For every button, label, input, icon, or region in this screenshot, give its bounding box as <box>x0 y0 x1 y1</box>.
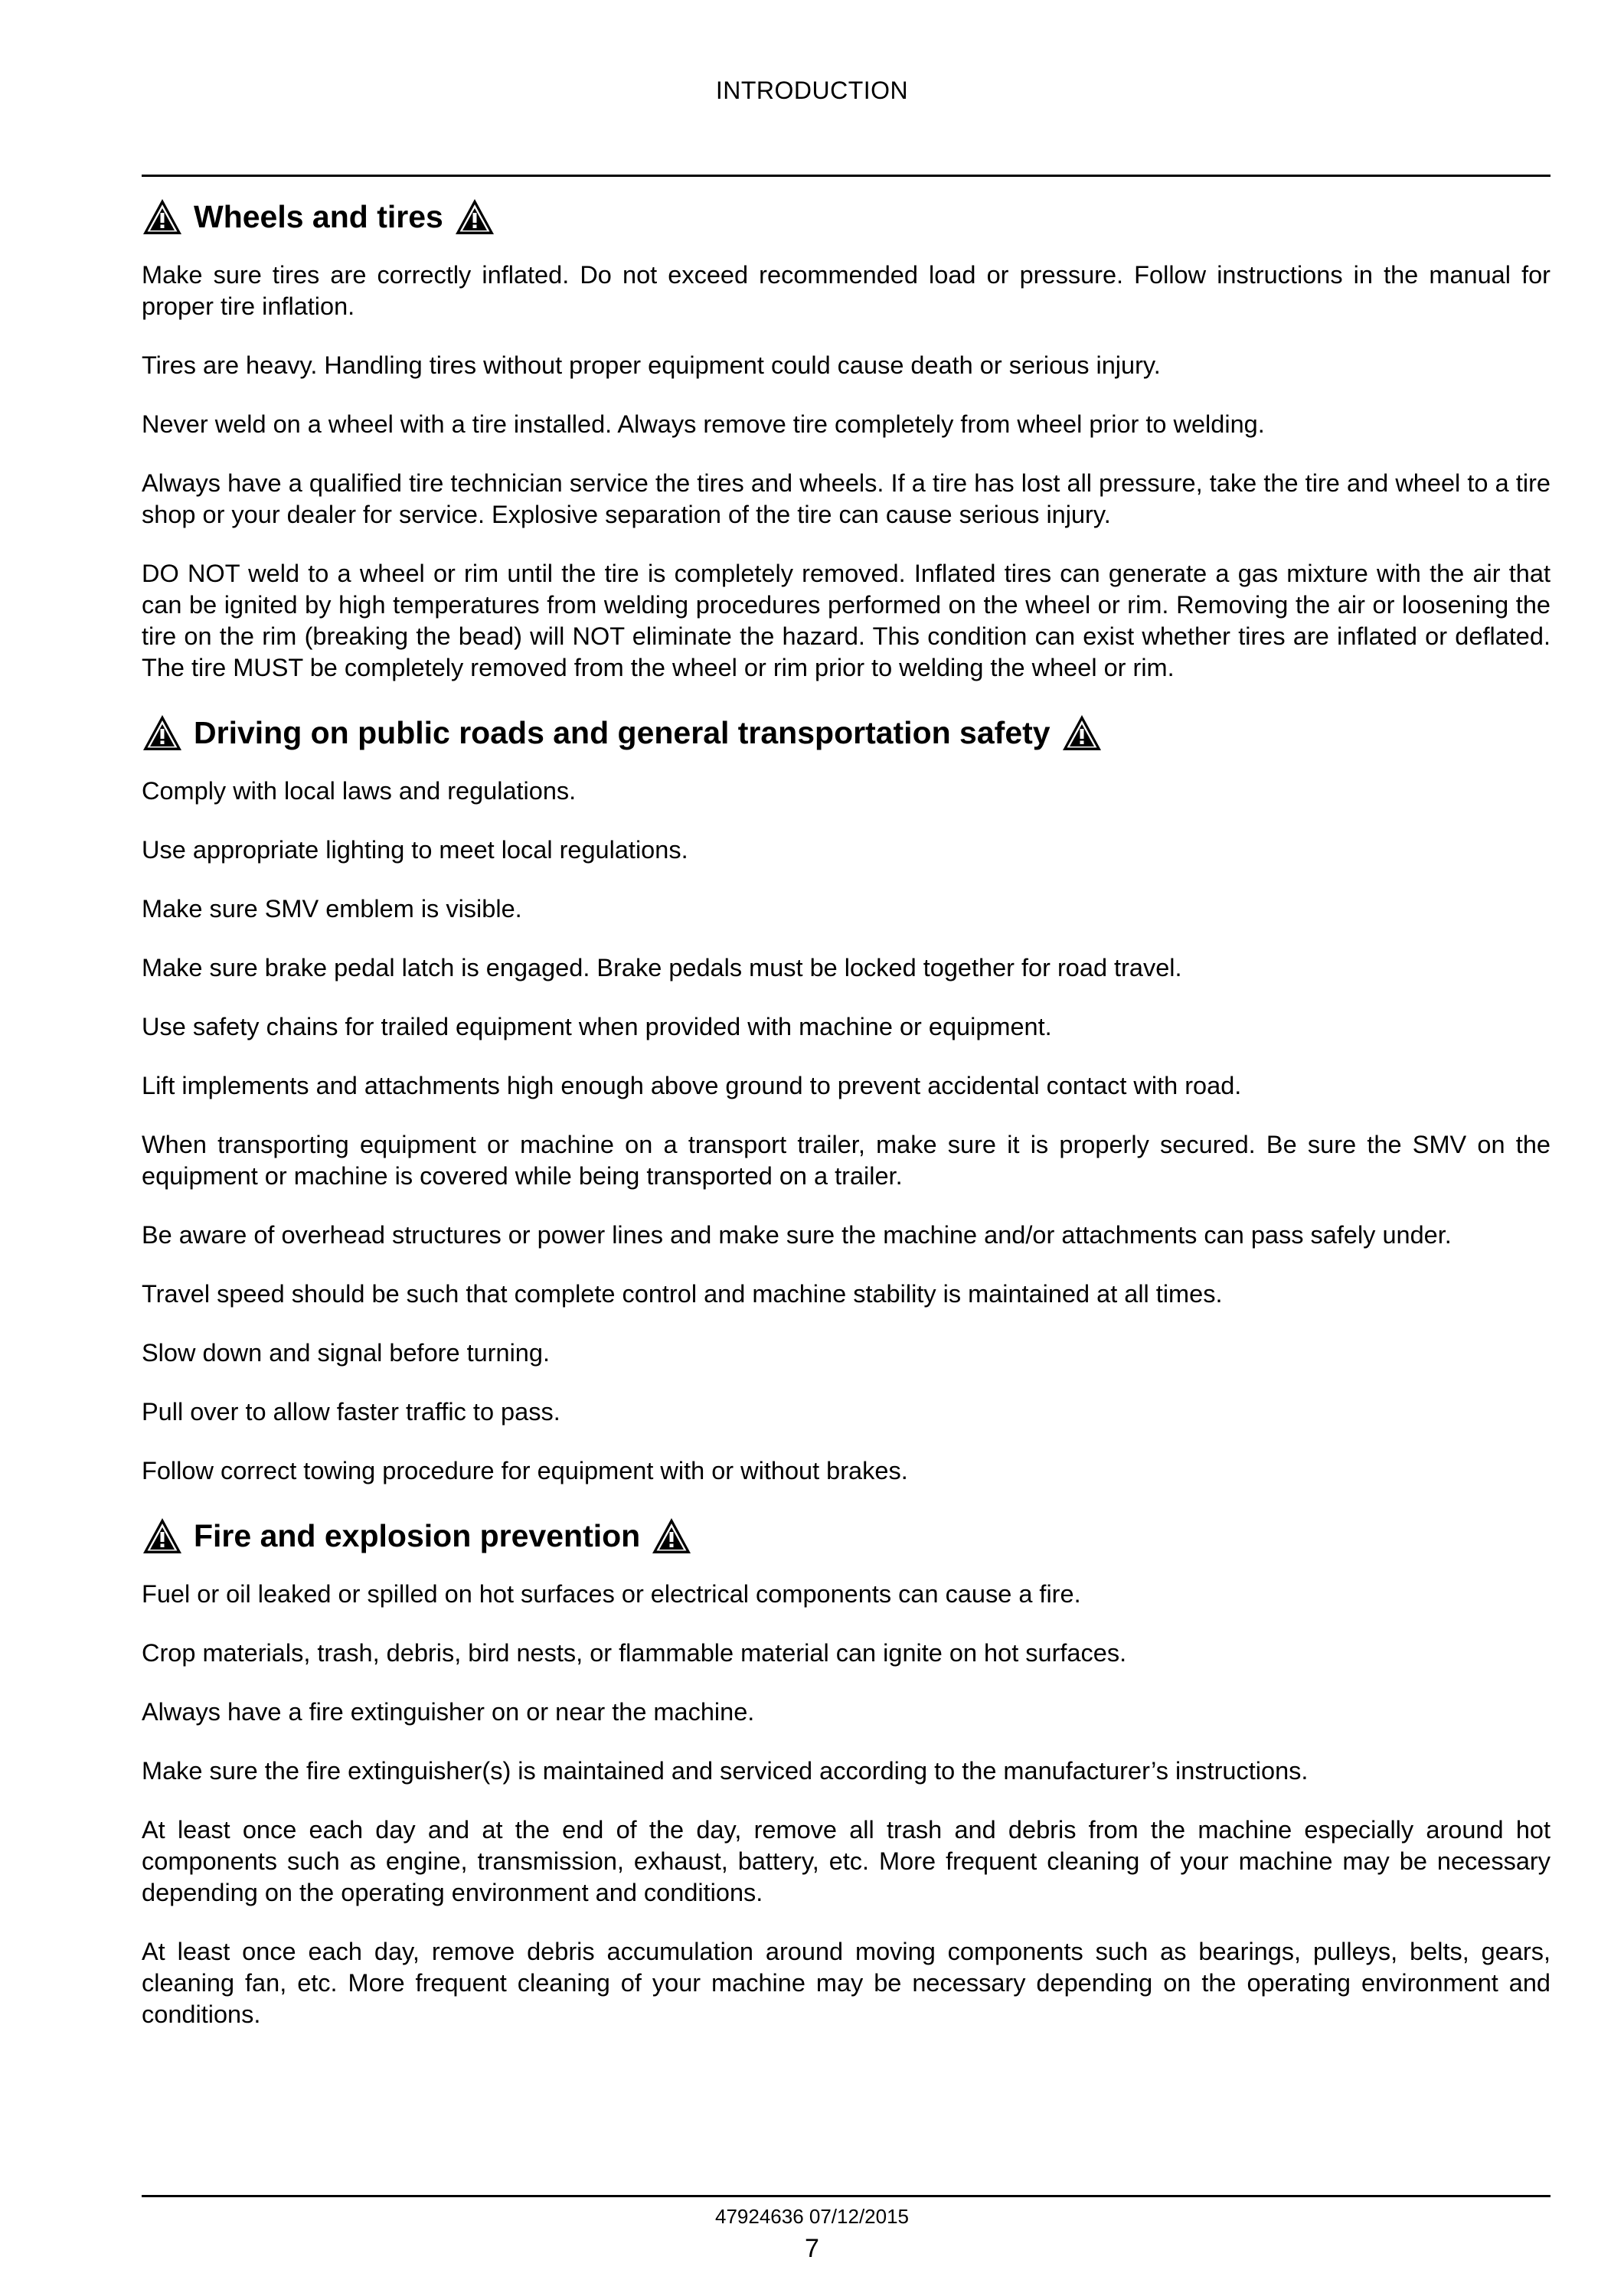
body-paragraph: Pull over to allow faster traffic to pass. <box>142 1398 560 1426</box>
body-paragraph: Follow correct towing procedure for equipment with or without brakes. <box>142 1457 908 1484</box>
section-heading-text: Driving on public roads and general transportation safety <box>194 715 1051 750</box>
warning-triangle-icon <box>1061 714 1103 752</box>
body-paragraph: Make sure brake pedal latch is engaged. Brake pedals must be locked together for road travel. <box>142 954 1182 981</box>
safety-section <box>142 1514 1550 2030</box>
body-paragraph: Always have a fire extinguisher on or near the machine. <box>142 1698 755 1726</box>
body-paragraph: Fuel or oil leaked or spilled on hot surfaces or electrical components can cause a fire. <box>142 1580 1081 1608</box>
body-paragraph: Never weld on a wheel with a tire installed. Always remove tire completely from wheel prior to welding. <box>142 410 1265 438</box>
section-heading-text: Wheels and tires <box>194 199 443 234</box>
section-heading-text: Fire and explosion prevention <box>194 1518 641 1553</box>
footer-divider <box>142 2195 1550 2197</box>
warning-triangle-icon <box>142 198 183 236</box>
body-paragraph: Slow down and signal before turning. <box>142 1339 550 1367</box>
body-paragraph: Make sure SMV emblem is visible. <box>142 895 522 923</box>
page-content <box>142 195 1550 2058</box>
body-paragraph: At least once each day and at the end of the day, remove all trash and debris from the machine especially around hot components such as engine, transmission, exhaust, battery, etc. More frequent cleaning of your machine may be necessary depending on the operating environment and conditions. <box>142 1816 1550 1906</box>
body-paragraph: Travel speed should be such that complete control and machine stability is maintained at all times. <box>142 1280 1223 1308</box>
header-divider <box>142 175 1550 177</box>
warning-triangle-icon <box>142 1517 183 1555</box>
body-paragraph: DO NOT weld to a wheel or rim until the tire is completely removed. Inflated tires can generate a gas mixture with the air that can be ignited by high temperatures from welding procedures performed on the wheel or rim. Removing the air or loosening the tire on the rim (breaking the bead) will NOT eliminate the hazard. This condition can exist whether tires are inflated or deflated. The tire MUST be completely removed from the wheel or rim prior to welding the wheel or rim. <box>142 560 1550 681</box>
body-paragraph: Tires are heavy. Handling tires without proper equipment could cause death or serious injury. <box>142 351 1161 379</box>
body-paragraph: Comply with local laws and regulations. <box>142 777 577 805</box>
body-paragraph: Make sure tires are correctly inflated. Do not exceed recommended load or pressure. Follow instructions in the manual for proper tire inflation. <box>142 261 1550 320</box>
warning-triangle-icon <box>142 714 183 752</box>
safety-section <box>142 195 1550 684</box>
footer-page-number: 7 <box>805 2234 819 2263</box>
body-paragraph: Make sure the fire extinguisher(s) is maintained and serviced according to the manufacturer’s instructions. <box>142 1757 1309 1785</box>
warning-triangle-icon <box>454 198 495 236</box>
warning-triangle-icon <box>651 1517 692 1555</box>
section-heading <box>142 1514 1550 1557</box>
page-header-title: INTRODUCTION <box>715 77 909 104</box>
footer-document-id: 47924636 07/12/2015 <box>714 2205 910 2228</box>
body-paragraph: At least once each day, remove debris accumulation around moving components such as bearings, pulleys, belts, gears, cleaning fan, etc. More frequent cleaning of your machine may be necessary depending on the operating environment and conditions. <box>142 1938 1550 2028</box>
body-paragraph: Crop materials, trash, debris, bird nests, or flammable material can ignite on hot surfaces. <box>142 1639 1127 1667</box>
body-paragraph: Use appropriate lighting to meet local regulations. <box>142 836 688 864</box>
body-paragraph: Lift implements and attachments high enough above ground to prevent accidental contact with road. <box>142 1072 1242 1099</box>
body-paragraph: When transporting equipment or machine on a transport trailer, make sure it is properly secured. Be sure the SMV on the equipment or machine is covered while being transported on a trailer. <box>142 1131 1550 1190</box>
body-paragraph: Be aware of overhead structures or power lines and make sure the machine and/or attachments can pass safely under. <box>142 1221 1452 1249</box>
body-paragraph: Use safety chains for trailed equipment when provided with machine or equipment. <box>142 1013 1052 1040</box>
section-heading <box>142 195 1550 238</box>
safety-section <box>142 711 1550 1487</box>
body-paragraph: Always have a qualified tire technician service the tires and wheels. If a tire has lost all pressure, take the tire and wheel to a tire shop or your dealer for service. Explosive separation of the tire can cause serious injury. <box>142 469 1550 528</box>
section-heading <box>142 711 1550 754</box>
